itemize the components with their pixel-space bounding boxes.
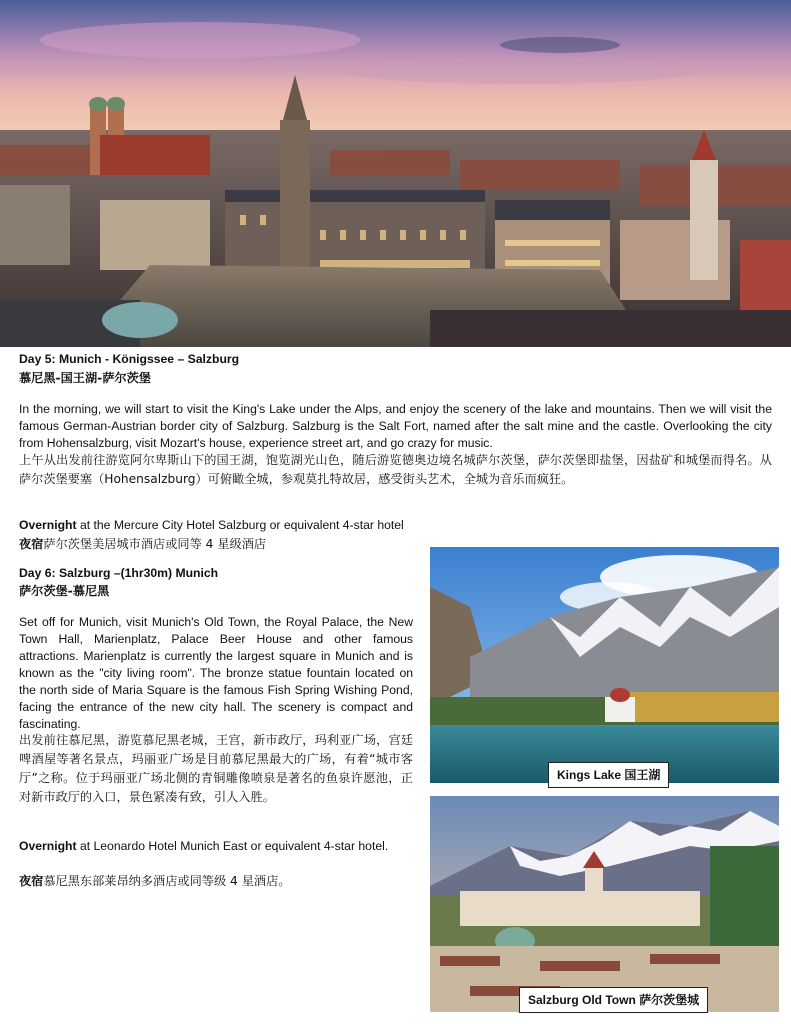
day5-body-en: In the morning, we will start to visit the King's Lake under the Alps, and enjoy the scenery of the lake and mountains. Then we will visit the famous German-Austrian border city of Salzburg. Salzburg is the Salt Fort, named after the salt mine and the castle. Overlooking the city from Hohensalzburg, visit Mozart's house, experience street art, and go crazy for music. — [19, 402, 772, 450]
day5-overnight — [19, 517, 404, 534]
day5-overnight-cn — [19, 535, 266, 554]
day6-title-en: Day 6: Salzburg –(1hr30m) Munich — [19, 566, 219, 580]
day5-title-cn: 慕尼黑-国王湖-萨尔茨堡 — [19, 371, 151, 385]
overnight-label: Overnight — [19, 518, 77, 532]
overnight-label: Overnight — [19, 839, 77, 853]
overnight-cn-label: 夜宿 — [19, 537, 44, 551]
salzburg-old-town-photo — [430, 796, 779, 1012]
overnight-text: at Leonardo Hotel Munich East or equivalent 4-star hotel. — [76, 839, 389, 853]
overnight-cn-text: 慕尼黑东部莱昂纳多酒店或同等级 4 星酒店。 — [43, 874, 291, 888]
day6-overnight-cn — [19, 872, 290, 891]
day6-body-en: Set off for Munich, visit Munich's Old Town, the Royal Palace, the New Town Hall, Marienplatz, Palace Beer House and other famous attractions. Marienplatz is currently the largest square in Munich and is known as the "city living room". The bronze statue fountain located on the north side of Maria Square is the famous Fish Spring Wishing Pond, facing the entrance of the new city hall. The scenery is compact and fascinating. — [19, 615, 413, 731]
kings-lake-caption: Kings Lake 国王湖 — [548, 762, 669, 788]
day6-overnight — [19, 838, 389, 855]
salzburg-caption: Salzburg Old Town 萨尔茨堡城 — [519, 987, 708, 1013]
overnight-text: at the Mercure City Hotel Salzburg or equivalent 4-star hotel — [76, 518, 404, 532]
overnight-cn-text: 萨尔茨堡美居城市酒店或同等 4 星级酒店 — [43, 537, 267, 551]
day5-title-en: Day 5: Munich - Königssee – Salzburg — [19, 352, 240, 366]
munich-skyline-photo — [0, 0, 791, 347]
day5-body-cn: 上午从出发前往游览阿尔卑斯山下的国王湖，饱览湖光山色，随后游览德奥边境名城萨尔茨堡，萨尔茨堡即盐堡，因盐矿和城堡而得名。从萨尔茨堡要塞（Hohensalzburg）可俯瞰全城，参观莫扎特故居，感受街头艺术，全城为音乐而疯狂。 — [19, 453, 772, 486]
day6-body-cn: 出发前往慕尼黑，游览慕尼黑老城，王宫，新市政厅，玛利亚广场，宫廷啤酒屋等著名景点，玛丽亚广场是目前慕尼黑最大的广场，有着“城市客厅”之称。位于玛丽亚广场北侧的青铜雕像喷泉是著名的鱼泉许愿池，正对新市政厅的入口，景色紧凑有致，引人入胜。 — [19, 733, 413, 804]
kings-lake-photo — [430, 547, 779, 783]
overnight-cn-label: 夜宿 — [19, 874, 44, 888]
day6-title-cn: 萨尔茨堡-慕尼黑 — [19, 584, 110, 598]
